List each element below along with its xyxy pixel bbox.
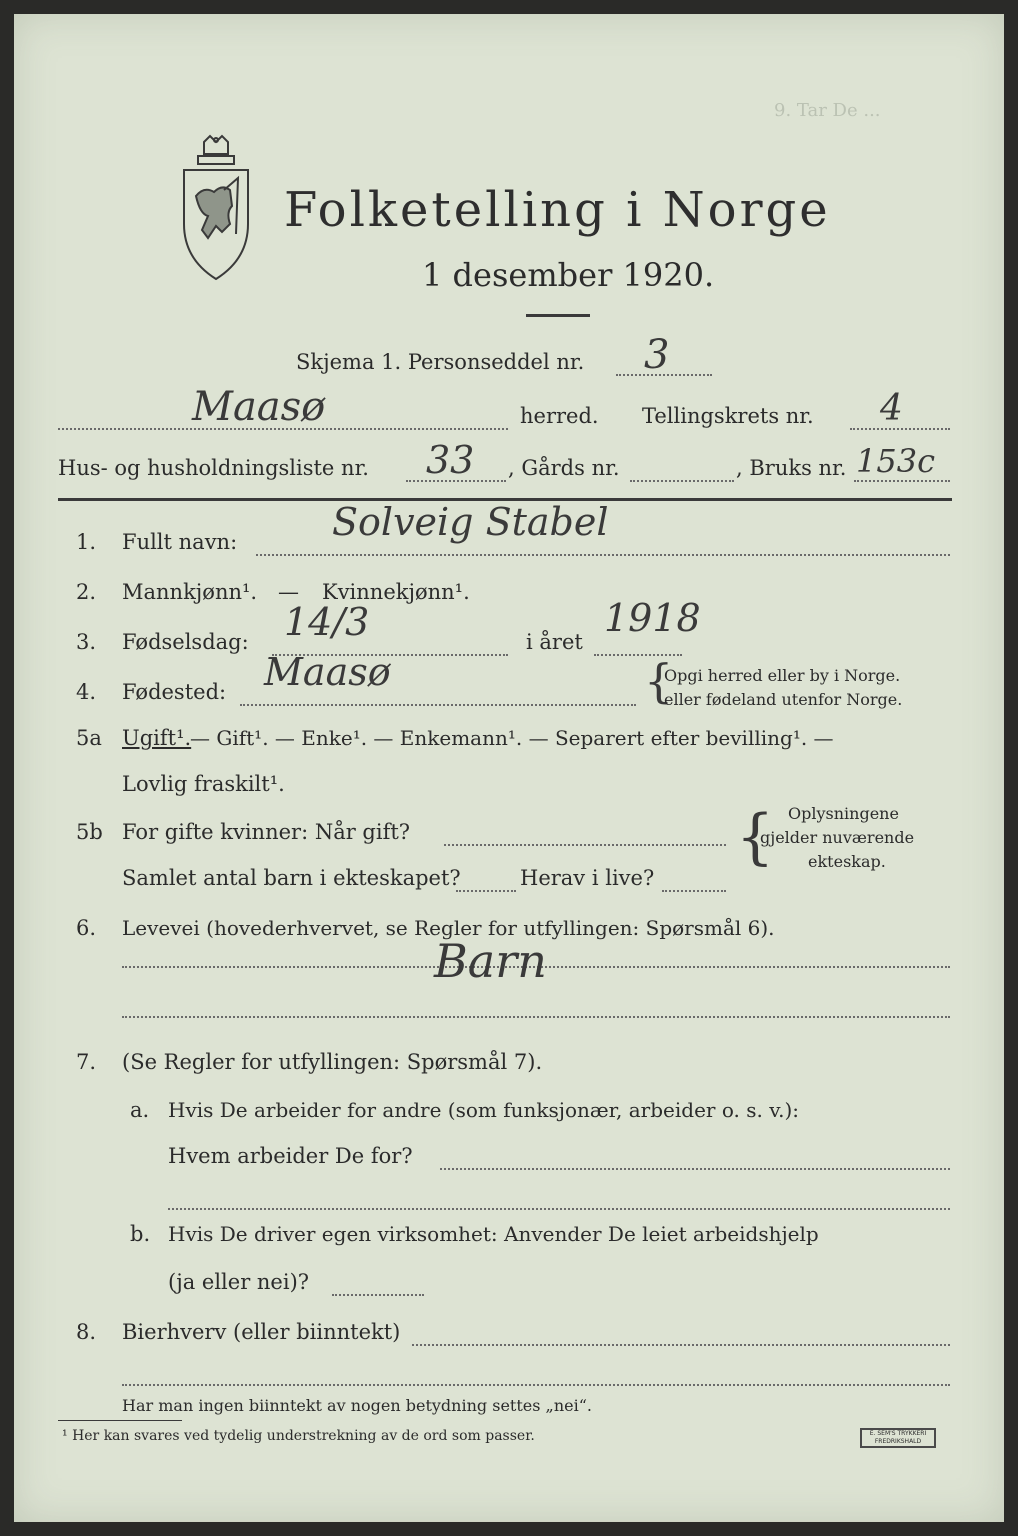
q1-label: Fullt navn: [122,530,238,554]
marriage-note-1: Oplysningene [788,804,899,823]
married-when-label: For gifte kvinner: Når gift? [122,820,411,844]
herred-value: Maasø [192,384,326,430]
q4-label: Fødested: [122,680,227,704]
hus-value: 33 [426,438,475,482]
schema-label: Skjema 1. Personseddel nr. [296,350,585,374]
q3-label: Fødselsdag: [122,630,249,654]
brace-icon: { [644,654,674,708]
gender-separator: — [278,580,299,604]
occupation-field-line-2[interactable] [122,1016,950,1018]
occupation-label: Levevei (hovederhvervet, se Regler for utfyllingen: Spørsmål 6). [122,916,775,940]
schema-number-value: 3 [644,332,670,378]
norwegian-coat-of-arms-icon [174,134,258,284]
marital-status-options[interactable]: — Gift¹. — Enke¹. — Enkemann¹. — Separert efter bevilling¹. — [190,726,834,750]
footnote-rule [58,1420,182,1421]
q3-number: 3. [76,630,97,654]
q5a-number: 5a [76,726,102,750]
form-title: Folketelling i Norge [284,182,831,238]
birthplace-note-1: Opgi herred eller by i Norge. [664,666,901,685]
children-total-field[interactable] [456,890,516,892]
hired-help-label: (ja eller nei)? [168,1270,310,1294]
hus-label: Hus- og husholdningsliste nr. [58,456,369,480]
status-fraskilt-option[interactable]: Lovlig fraskilt¹. [122,772,285,796]
q7b-letter: b. [130,1222,151,1246]
birthplace-field[interactable] [240,704,636,706]
employer-field-line-2[interactable] [168,1208,950,1210]
marriage-note-3: ekteskap. [808,852,886,871]
q6-number: 6. [76,916,97,940]
brace-icon: { [736,802,775,872]
hired-help-field[interactable] [332,1294,424,1296]
bruks-value: 153c [856,442,935,480]
full-name-field[interactable] [256,554,950,556]
secondary-income-label: Bierhverv (eller biinntekt) [122,1320,401,1344]
krets-label: Tellingskrets nr. [642,404,814,428]
secondary-income-field[interactable] [412,1344,950,1346]
q2-number: 2. [76,580,97,604]
gender-male-option[interactable]: Mannkjønn¹. [122,580,258,604]
employer-question: Hvis De arbeider for andre (som funksjonær, arbeider o. s. v.): [168,1098,800,1122]
status-ugift-option[interactable]: Ugift¹. [122,726,192,750]
q1-number: 1. [76,530,97,554]
hired-help-question: Hvis De driver egen virksomhet: Anvender De leiet arbeidshjelp [168,1222,819,1246]
bleed-through-text: 9. Tar De ... [774,100,881,121]
birthplace-note-2: eller fødeland utenfor Norge. [664,690,903,709]
census-form [14,14,1004,1522]
q7-number: 7. [76,1050,97,1074]
footnote: ¹ Her kan svares ved tydelig understrekning av de ord som passer. [62,1428,535,1444]
gender-female-option[interactable]: Kvinnekjønn¹. [322,580,470,604]
title-divider [526,314,590,317]
q5b-number: 5b [76,820,103,844]
birth-year-label: i året [526,630,583,654]
married-when-field[interactable] [444,844,726,846]
herred-label: herred. [520,404,599,428]
employer-label: Hvem arbeider De for? [168,1144,413,1168]
gards-field[interactable] [630,480,734,482]
bruks-label: , Bruks nr. [736,456,847,480]
children-alive-label: Herav i live? [520,866,655,890]
full-name-value: Solveig Stabel [332,500,609,544]
birthday-value: 14/3 [284,600,370,644]
bruks-field[interactable] [854,480,950,482]
q7a-letter: a. [130,1098,150,1122]
printer-stamp: E. SEM'S TRYKKERI FREDRIKSHALD [860,1428,936,1448]
marriage-note-2: gjelder nuværende [760,828,915,847]
krets-value: 4 [880,388,903,429]
gards-label: , Gårds nr. [508,456,620,480]
children-alive-field[interactable] [662,890,726,892]
children-total-label: Samlet antal barn i ekteskapet? [122,866,461,890]
income-note: Har man ingen biinntekt av nogen betydning settes „nei“. [122,1396,592,1415]
q7-label: (Se Regler for utfyllingen: Spørsmål 7). [122,1050,543,1074]
birth-year-value: 1918 [604,596,701,640]
secondary-income-field-line-2[interactable] [122,1384,950,1386]
q4-number: 4. [76,680,97,704]
birthplace-value: Maasø [264,650,391,694]
census-date: 1 desember 1920. [422,256,715,294]
q8-number: 8. [76,1320,97,1344]
occupation-value: Barn [434,934,547,988]
employer-field[interactable] [440,1168,950,1170]
